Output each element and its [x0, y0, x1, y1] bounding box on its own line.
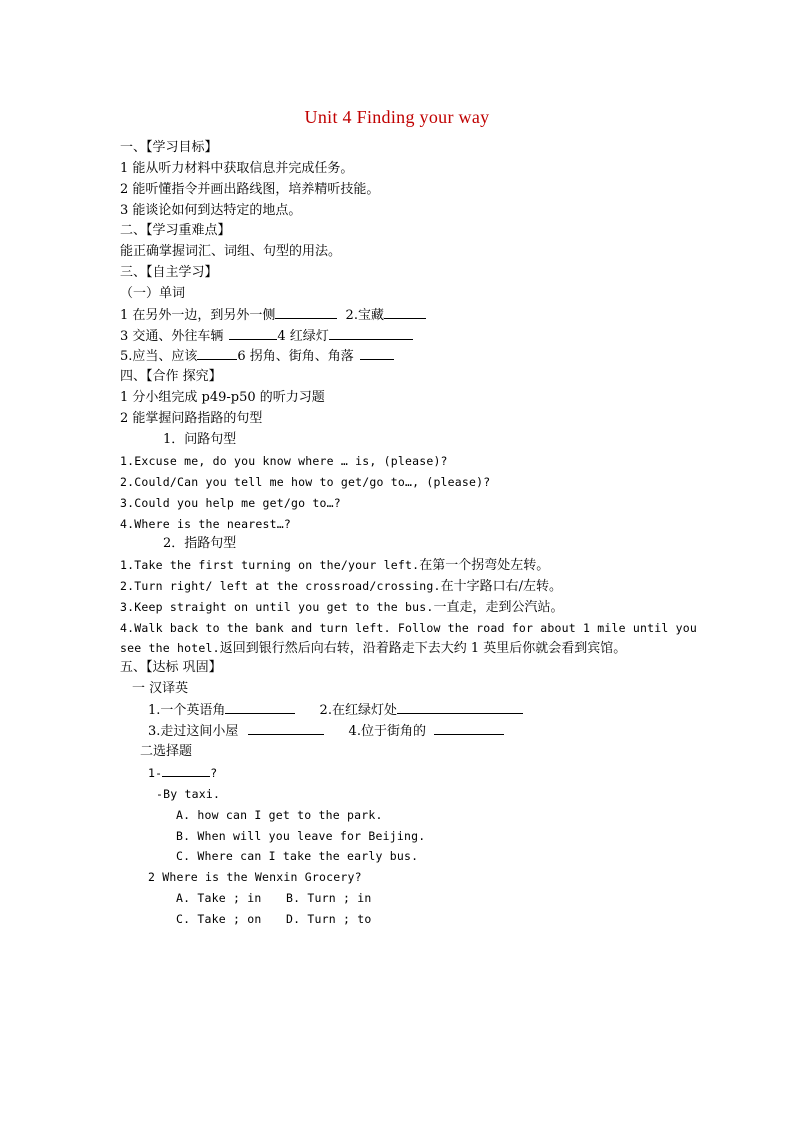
direct-pattern-2-zh: 在十字路口右/左转。 [440, 579, 562, 594]
choice-heading: 二选择题 [140, 744, 193, 759]
choice-q1-suffix: ? [210, 766, 218, 780]
direct-pattern-4-zh: 返回到银行然后向右转，沿着路走下去大约 1 英里后你就会看到宾馆。 [219, 641, 627, 656]
translation-q3: 3.走过这间小屋 [148, 724, 239, 739]
choice-q1-answer: -By taxi. [156, 787, 221, 801]
goal-3: 3 能谈论如何到达特定的地点。 [120, 203, 302, 218]
vocab-row-1 [120, 305, 426, 326]
direct-pattern-3-zh: 一直走，走到公汽站。 [433, 600, 564, 615]
choice-q2-option-a[interactable]: A. Take ; in [176, 891, 262, 905]
goal-1: 1 能从听力材料中获取信息并完成任务。 [120, 161, 354, 176]
vocab-q3: 3 交通、外往车辆 [120, 329, 224, 344]
explore-item-1: 1 分小组完成 p49-p50 的听力习题 [120, 390, 325, 405]
choice-q2-option-c[interactable]: C. Take ; on [176, 912, 262, 926]
direct-pattern-4-en: see the hotel. [120, 641, 220, 655]
direct-pattern-1-zh: 在第一个拐弯处左转。 [419, 558, 550, 573]
choice-q1-stem [148, 763, 217, 783]
key-point: 能正确掌握词汇、词组、句型的用法。 [120, 244, 342, 259]
vocab-q1: 1 在另外一边，到另外一侧 [120, 308, 276, 323]
section-3-heading: 三、【自主学习】 [120, 265, 218, 280]
vocab-q4: 4 红绿灯 [277, 329, 329, 344]
choice-q2-options-row-2 [176, 909, 371, 929]
vocab-heading: （一）单词 [120, 286, 186, 301]
section-2-heading: 二、【学习重难点】 [120, 223, 231, 238]
choice-q2-option-d[interactable]: D. Turn ; to [286, 912, 372, 926]
choice-q1-option-b[interactable]: B. When will you leave for Beijing. [176, 829, 426, 843]
vocab-row-2 [120, 326, 413, 347]
direct-pattern-2-en: 2.Turn right/ left at the crossroad/crossing. [120, 579, 441, 593]
choice-q1-prefix: 1- [148, 766, 163, 780]
section-5-heading: 五、【达标 巩固】 [120, 660, 222, 675]
vocab-q5-blank[interactable] [197, 346, 237, 360]
vocab-q6-blank[interactable] [360, 346, 394, 360]
ask-pattern-1: 1.Excuse me, do you know where … is, (please)? [120, 454, 448, 468]
choice-q2-stem: 2 Where is the Wenxin Grocery? [148, 870, 362, 884]
vocab-q2: 2.宝藏 [345, 308, 384, 323]
translation-row-1 [148, 700, 523, 721]
choice-q2-options-row-1 [176, 888, 371, 908]
direct-pattern-2 [120, 576, 562, 597]
ask-pattern-3: 3.Could you help me get/go to…? [120, 496, 341, 510]
section-4-heading: 四、【合作 探究】 [120, 369, 222, 384]
vocab-q3-blank[interactable] [229, 326, 277, 340]
direct-pattern-3 [120, 597, 563, 618]
choice-q2-option-b[interactable]: B. Turn ; in [286, 891, 372, 905]
translation-q3-blank[interactable] [248, 721, 324, 735]
translation-heading: 一 汉译英 [132, 681, 189, 696]
direct-heading: 2．指路句型 [163, 536, 237, 551]
choice-q1-option-a[interactable]: A. how can I get to the park. [176, 808, 383, 822]
vocab-row-3 [120, 346, 394, 367]
vocab-q2-blank[interactable] [384, 305, 426, 319]
direct-pattern-3-en: 3.Keep straight on until you get to the bus. [120, 600, 434, 614]
vocab-q4-blank[interactable] [329, 326, 413, 340]
translation-q2: 2.在红绿灯处 [319, 703, 397, 718]
translation-q2-blank[interactable] [397, 700, 523, 714]
direct-pattern-4-line-1: 4.Walk back to the bank and turn left. Follow the road for about 1 mile until you [120, 621, 698, 635]
translation-row-2 [148, 721, 504, 742]
vocab-q6: 6 拐角、街角、角落 [237, 349, 354, 364]
explore-item-2: 2 能掌握问路指路的句型 [120, 411, 263, 426]
ask-pattern-4: 4.Where is the nearest…? [120, 517, 291, 531]
direct-pattern-1-en: 1.Take the first turning on the/your left. [120, 558, 420, 572]
ask-heading: 1．问路句型 [163, 432, 237, 447]
section-1-heading: 一、【学习目标】 [120, 140, 218, 155]
vocab-q5: 5.应当、应该 [120, 349, 198, 364]
page-title: Unit 4 Finding your way [304, 107, 490, 127]
vocab-q1-blank[interactable] [275, 305, 337, 319]
translation-q1: 1.一个英语角 [148, 703, 226, 718]
choice-q1-blank[interactable] [162, 763, 210, 777]
translation-q4: 4.位于街角的 [348, 724, 426, 739]
translation-q1-blank[interactable] [225, 700, 295, 714]
direct-pattern-1 [120, 555, 549, 576]
direct-pattern-4-line-2 [120, 638, 626, 659]
translation-q4-blank[interactable] [434, 721, 504, 735]
choice-q1-option-c[interactable]: C. Where can I take the early bus. [176, 849, 419, 863]
ask-pattern-2: 2.Could/Can you tell me how to get/go to…, (please)? [120, 475, 491, 489]
goal-2: 2 能听懂指令并画出路线图，培养精听技能。 [120, 182, 380, 197]
